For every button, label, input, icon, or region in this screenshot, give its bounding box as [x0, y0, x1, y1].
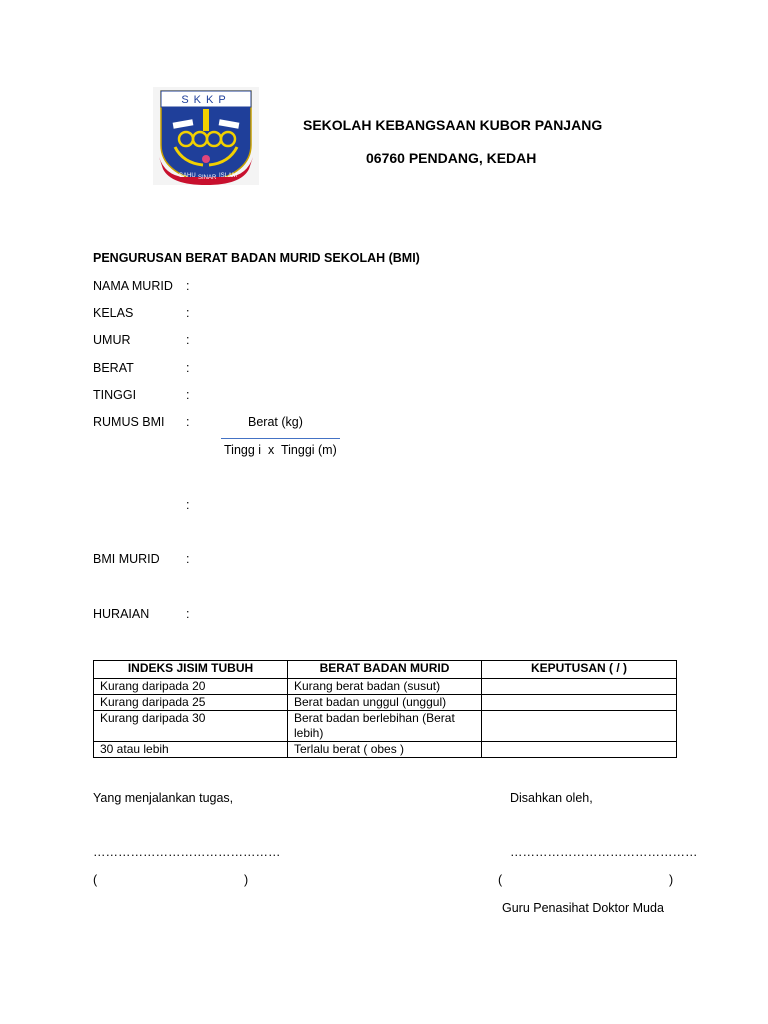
school-crest-logo	[153, 87, 259, 185]
field-label-umur: UMUR	[93, 333, 131, 347]
field-colon: :	[186, 306, 190, 320]
field-label-kelas: KELAS	[93, 306, 134, 320]
table-cell: 30 atau lebih	[94, 742, 288, 758]
table-cell: Kurang daripada 20	[94, 679, 288, 695]
table-row	[94, 679, 677, 695]
school-name: SEKOLAH KEBANGSAAN KUBOR PANJANG	[303, 117, 603, 133]
formula-denominator: Tingg i x Tinggi (m)	[224, 443, 337, 457]
field-label-bmi-murid: BMI MURID	[93, 552, 160, 566]
formula-numerator: Berat (kg)	[248, 415, 303, 429]
signature-left-close-paren: )	[244, 873, 249, 887]
signature-right-close-paren: )	[669, 873, 674, 887]
field-colon: :	[186, 333, 190, 347]
table-header: KEPUTUSAN ( / )	[482, 661, 677, 679]
table-cell: Terlalu berat ( obes )	[288, 742, 482, 758]
field-label-berat: BERAT	[93, 361, 134, 375]
formula-fraction-line	[221, 438, 340, 439]
table-cell: Kurang daripada 30	[94, 711, 288, 742]
field-colon: :	[186, 279, 190, 293]
table-header: BERAT BADAN MURID	[288, 661, 482, 679]
table-cell: Kurang berat badan (susut)	[288, 679, 482, 695]
crest-letters: SKKP	[181, 94, 231, 106]
table-cell: Berat badan unggul (unggul)	[288, 695, 482, 711]
field-colon: :	[186, 415, 190, 429]
signature-right-line: ………………………………………	[510, 845, 698, 859]
table-row	[94, 742, 677, 758]
table-row	[94, 711, 677, 742]
field-label-nama: NAMA MURID	[93, 279, 173, 293]
keputusan-cell[interactable]	[482, 711, 677, 742]
svg-text:ISLAM: ISLAM	[219, 173, 238, 179]
svg-text:SAHU: SAHU	[179, 173, 196, 179]
svg-text:SINAR: SINAR	[198, 175, 217, 181]
signature-left-line: ………………………………………	[93, 845, 281, 859]
school-address: 06760 PENDANG, KEDAH	[366, 150, 537, 166]
keputusan-cell[interactable]	[482, 679, 677, 695]
table-cell: Kurang daripada 25	[94, 695, 288, 711]
field-label-tinggi: TINGGI	[93, 388, 137, 402]
signature-right-role: Guru Penasihat Doktor Muda	[502, 901, 664, 915]
field-colon: :	[186, 552, 190, 566]
field-colon: :	[186, 361, 190, 375]
keputusan-cell[interactable]	[482, 742, 677, 758]
signature-right-open-paren: (	[498, 873, 503, 887]
bmi-table	[93, 660, 677, 758]
field-colon: :	[186, 607, 190, 621]
field-label-huraian: HURAIAN	[93, 607, 150, 621]
keputusan-cell[interactable]	[482, 695, 677, 711]
signature-left-open-paren: (	[93, 873, 98, 887]
signature-left-label: Yang menjalankan tugas,	[93, 791, 234, 805]
table-row	[94, 695, 677, 711]
field-colon: :	[186, 498, 190, 512]
field-colon: :	[186, 388, 190, 402]
table-header: INDEKS JISIM TUBUH	[94, 661, 288, 679]
table-header-row	[94, 661, 677, 679]
signature-right-label: Disahkan oleh,	[510, 791, 593, 805]
field-label-rumus: RUMUS BMI	[93, 415, 165, 429]
form-title: PENGURUSAN BERAT BADAN MURID SEKOLAH (BMI)	[93, 251, 420, 265]
table-cell: Berat badan berlebihan (Berat lebih)	[288, 711, 482, 742]
